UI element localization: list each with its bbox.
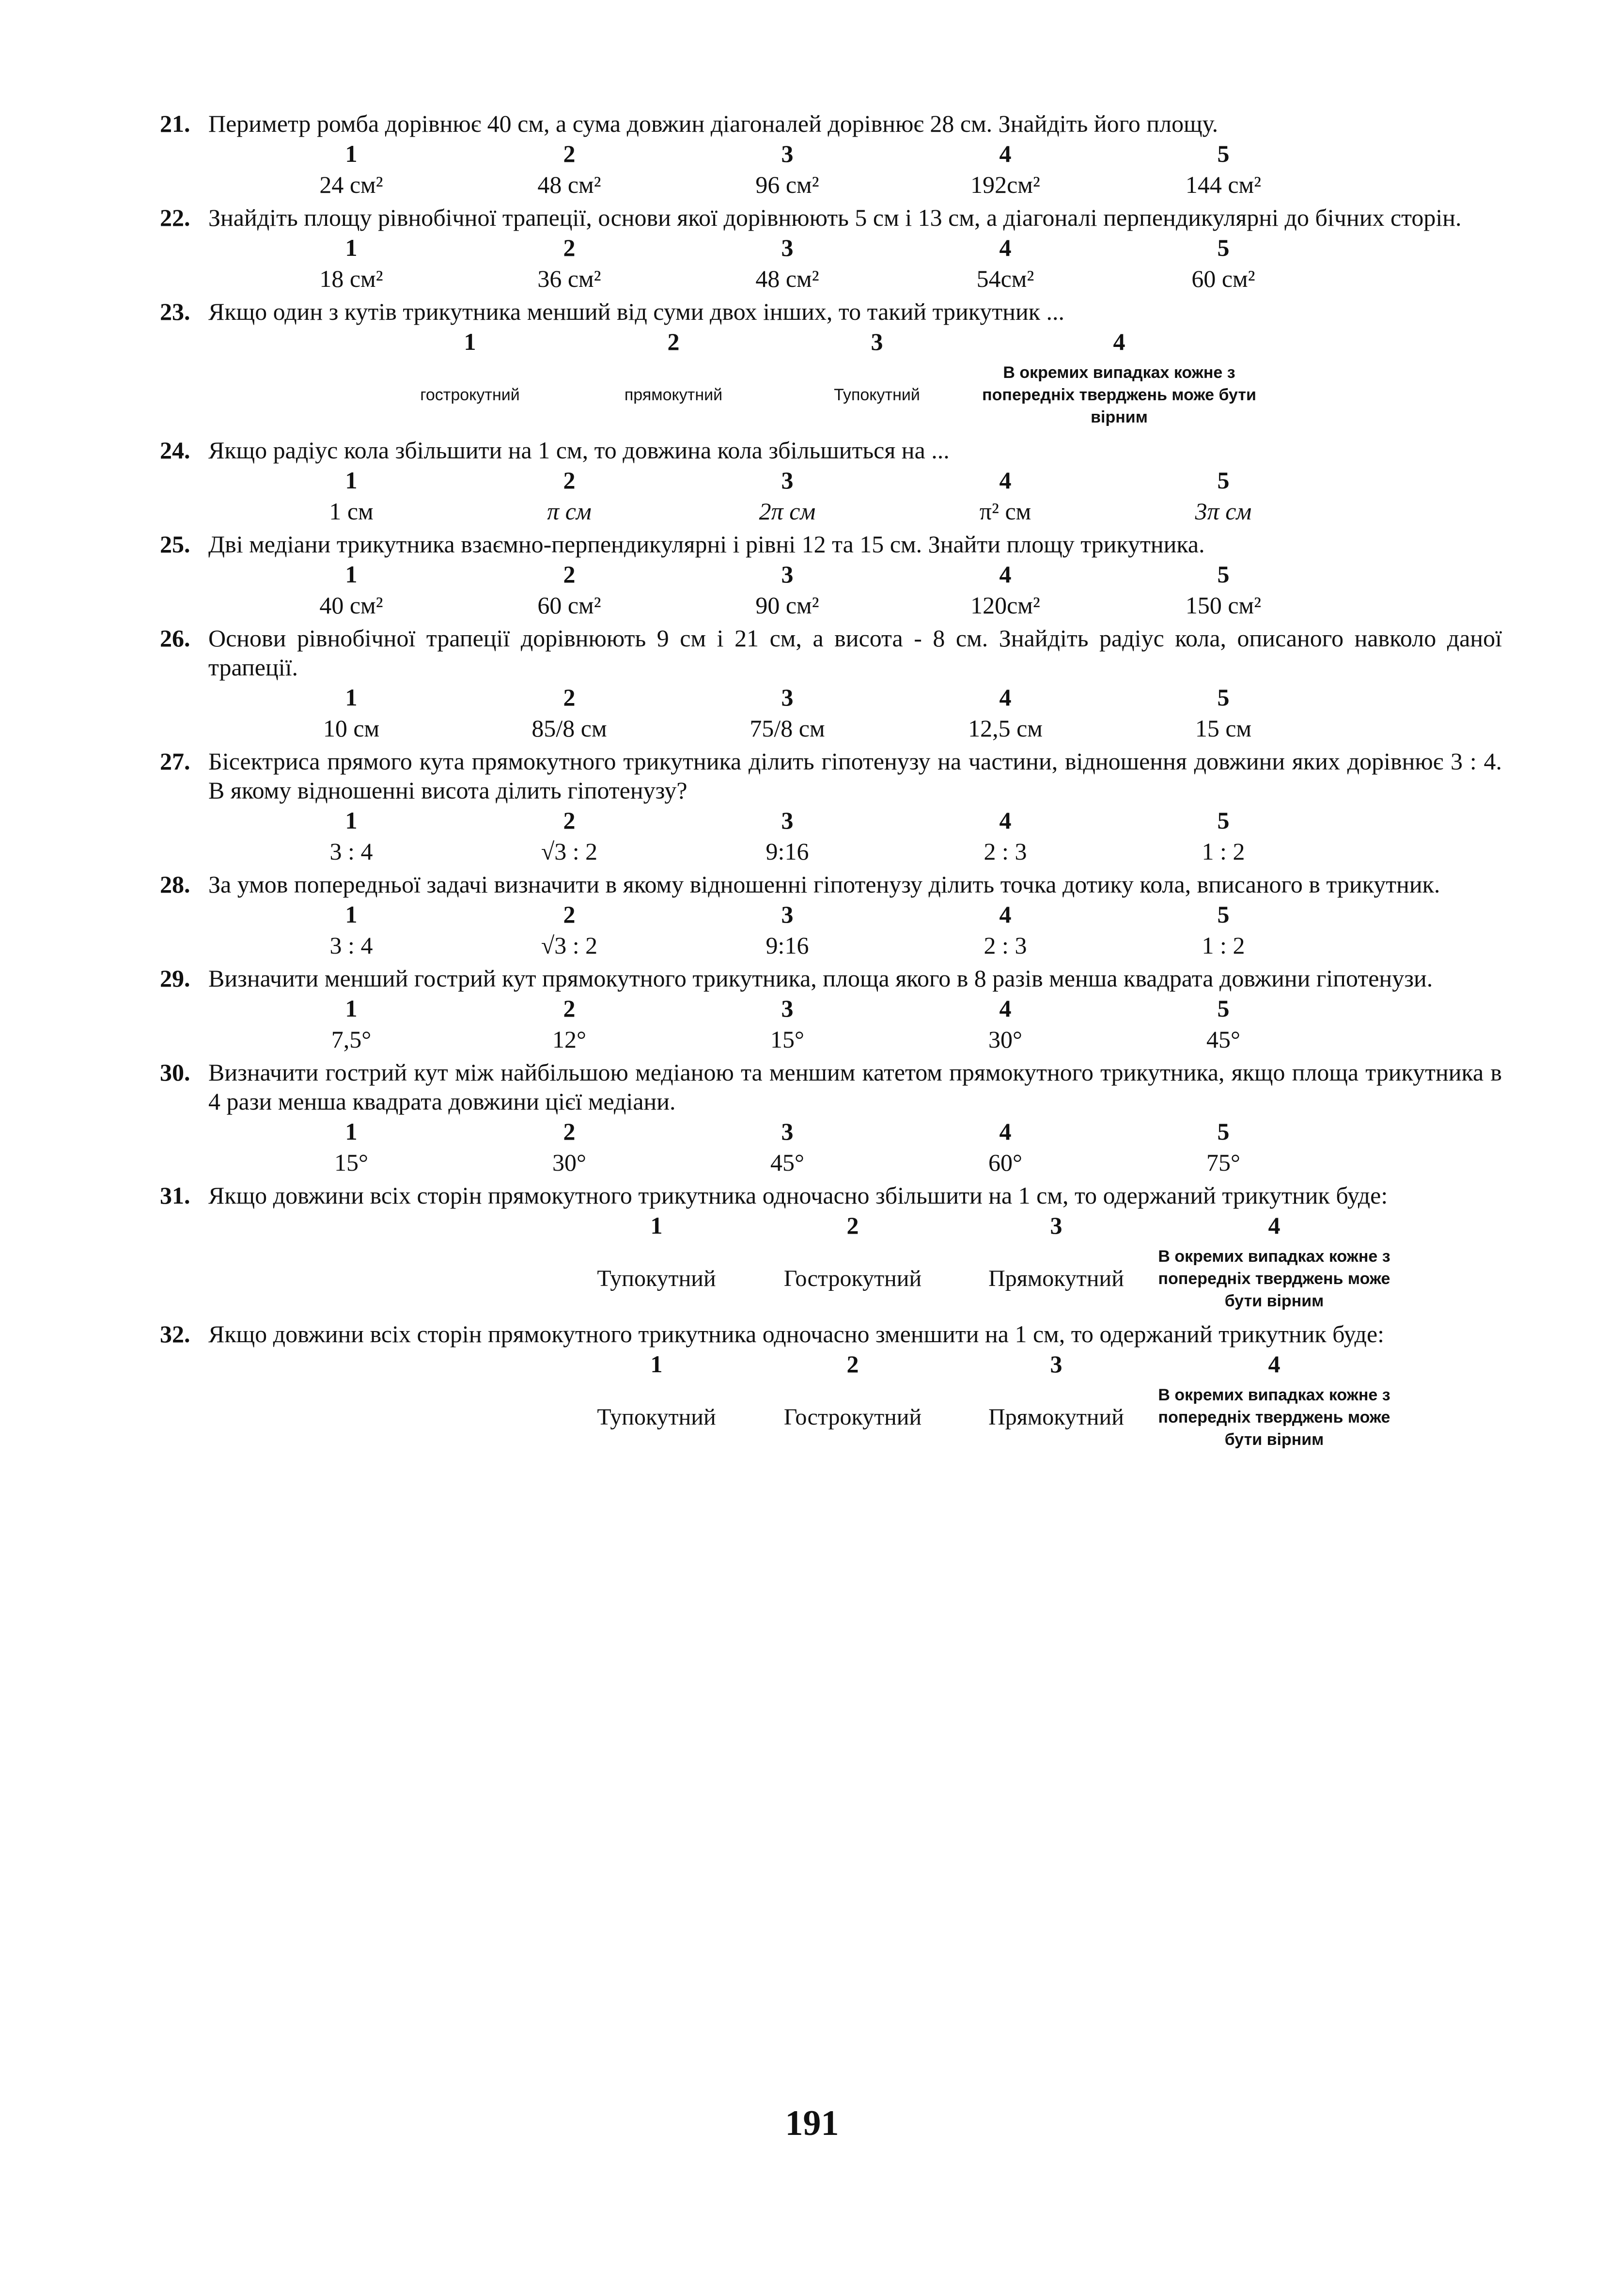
option-value: В окремих випадках кожне з попередніх тверджень може бути вірним [1158, 1247, 1390, 1310]
option-number: 3 [781, 561, 794, 588]
option-number: 5 [1217, 234, 1230, 261]
option-value: 60 см² [1191, 265, 1255, 292]
answer-options [562, 1210, 1390, 1317]
option-value: 150 см² [1185, 592, 1262, 619]
question-28 [160, 870, 1502, 961]
option-number: 1 [345, 1118, 358, 1145]
option-value: 12° [552, 1026, 586, 1053]
option-value: 3 : 4 [329, 932, 373, 959]
question-number: 30. [160, 1059, 190, 1086]
question-31 [160, 1181, 1502, 1317]
option-number: 4 [999, 995, 1012, 1022]
option-number: 5 [1217, 684, 1230, 711]
question-number: 21. [160, 110, 190, 137]
question-text: Якщо довжини всіх сторін прямокутного трикутника одночасно зменшити на 1 см, то одержаний трикутник буде: [208, 1320, 1385, 1348]
option-value: 1 см [329, 498, 374, 525]
option-value: 144 см² [1185, 171, 1262, 198]
option-value: В окремих випадках кожне з попередніх тверджень може бути вірним [982, 363, 1256, 426]
option-value: 54см² [976, 265, 1034, 292]
option-value: 10 см [323, 715, 380, 742]
answer-options [242, 559, 1332, 621]
option-value: 24 см² [319, 171, 383, 198]
option-value: π² см [979, 498, 1031, 525]
option-value: Тупокутний [834, 386, 920, 404]
option-number: 2 [563, 807, 576, 834]
option-value: 96 см² [755, 171, 819, 198]
question-23 [160, 297, 1502, 433]
option-value: 30° [552, 1149, 586, 1176]
question-number: 25. [160, 531, 190, 558]
option-value: гострокутний [420, 386, 520, 404]
option-number: 3 [781, 1118, 794, 1145]
option-number: 1 [345, 561, 358, 588]
option-number: 2 [846, 1350, 859, 1378]
answer-options [242, 232, 1332, 294]
question-text: Визначити менший гострий кут прямокутного трикутника, площа якого в 8 разів менша квадрата довжини гіпотенузи. [208, 965, 1433, 992]
option-number: 2 [563, 684, 576, 711]
option-number: 1 [464, 328, 476, 355]
question-text: Бісектриса прямого кута прямокутного трикутника ділить гіпотенузу на частини, відношення довжини яких дорівнює 3 : 4. В якому відношенні висота ділить гіпотенузу? [208, 748, 1502, 804]
option-value: прямокутний [624, 386, 723, 404]
option-number: 2 [563, 901, 576, 928]
question-text: Якщо один з кутів трикутника менший від суми двох інших, то такий трикутник ... [208, 298, 1065, 325]
option-number: 2 [563, 234, 576, 261]
option-number: 3 [781, 901, 794, 928]
option-value: Прямокутний [988, 1266, 1124, 1291]
option-number: 2 [563, 1118, 576, 1145]
option-value: 15° [334, 1149, 368, 1176]
question-text: За умов попередньої задачі визначити в якому відношенні гіпотенузу ділить точка дотику кола, вписаного в трикутник. [208, 871, 1440, 898]
option-value: 2π см [759, 498, 816, 525]
question-number: 23. [160, 298, 190, 325]
option-value: 48 см² [537, 171, 601, 198]
option-number: 4 [1113, 328, 1125, 355]
answer-options [242, 1116, 1332, 1178]
answer-options [242, 465, 1332, 527]
option-value: В окремих випадках кожне з попередніх тверджень може бути вірним [1158, 1386, 1390, 1449]
answer-options [242, 805, 1332, 867]
option-number: 3 [871, 328, 883, 355]
question-24 [160, 436, 1502, 527]
answer-options [242, 682, 1332, 744]
option-value: Гострокутний [783, 1404, 922, 1430]
answer-options [242, 899, 1332, 961]
question-number: 32. [160, 1320, 190, 1348]
option-number: 3 [1050, 1350, 1062, 1378]
question-text: Знайдіть площу рівнобічної трапеції, основи якої дорівнюють 5 см і 13 см, а діагоналі перпендикулярні до бічних сторін. [208, 204, 1462, 231]
option-number: 5 [1217, 140, 1230, 167]
option-value: 3 : 4 [329, 838, 373, 865]
option-number: 3 [781, 467, 794, 494]
option-number: 5 [1217, 807, 1230, 834]
question-text: Якщо радіус кола збільшити на 1 см, то довжина кола збільшиться на ... [208, 437, 950, 464]
option-number: 2 [846, 1212, 859, 1239]
option-number: 3 [781, 684, 794, 711]
option-value: √3 : 2 [541, 838, 598, 865]
page-number: 191 [785, 2103, 839, 2143]
option-value: 2 : 3 [984, 838, 1027, 865]
question-number: 26. [160, 625, 190, 652]
question-text: Основи рівнобічної трапеції дорівнюють 9 см і 21 см, а висота - 8 см. Знайдіть радіус кола, описаного навколо даної трапеції. [208, 625, 1502, 681]
question-number: 24. [160, 437, 190, 464]
option-number: 2 [563, 140, 576, 167]
option-number: 3 [781, 140, 794, 167]
option-value: 9:16 [765, 932, 809, 959]
option-value: 3π см [1195, 498, 1252, 525]
question-22 [160, 203, 1502, 294]
option-number: 5 [1217, 901, 1230, 928]
option-number: 4 [999, 1118, 1012, 1145]
question-number: 22. [160, 204, 190, 231]
question-26 [160, 624, 1502, 744]
option-value: 15 см [1195, 715, 1252, 742]
question-number: 29. [160, 965, 190, 992]
option-number: 1 [650, 1212, 663, 1239]
option-number: 5 [1217, 467, 1230, 494]
option-number: 1 [345, 140, 358, 167]
question-25 [160, 530, 1502, 621]
option-value: 18 см² [319, 265, 383, 292]
option-number: 3 [781, 807, 794, 834]
question-32 [160, 1319, 1502, 1455]
answer-options [242, 993, 1332, 1055]
option-number: 4 [1268, 1350, 1280, 1378]
option-value: 90 см² [755, 592, 819, 619]
option-value: 45° [1206, 1026, 1240, 1053]
option-number: 1 [345, 234, 358, 261]
option-number: 3 [781, 995, 794, 1022]
option-value: 1 : 2 [1202, 932, 1245, 959]
question-number: 28. [160, 871, 190, 898]
question-text: Якщо довжини всіх сторін прямокутного трикутника одночасно збільшити на 1 см, то одержаний трикутник буде: [208, 1182, 1388, 1209]
option-value: 1 : 2 [1202, 838, 1245, 865]
page-content [160, 109, 1502, 1458]
option-number: 4 [999, 684, 1012, 711]
question-number: 27. [160, 748, 190, 775]
question-text: Периметр ромба дорівнює 40 см, а сума довжин діагоналей дорівнює 28 см. Знайдіть його площу. [208, 110, 1218, 137]
option-value: 36 см² [537, 265, 601, 292]
option-number: 2 [563, 561, 576, 588]
question-text: Дві медіани трикутника взаємно-перпендикулярні і рівні 12 та 15 см. Знайти площу трикутника. [208, 531, 1205, 558]
option-number: 3 [1050, 1212, 1062, 1239]
question-text: Визначити гострий кут між найбільшою медіаною та меншим катетом прямокутного трикутника, якщо площа трикутника в 4 рази менша квадрата довжини цієї медіани. [208, 1059, 1502, 1115]
option-number: 5 [1217, 995, 1230, 1022]
question-30 [160, 1058, 1502, 1178]
answer-options [368, 326, 1260, 433]
option-number: 2 [667, 328, 680, 355]
question-27 [160, 747, 1502, 867]
option-value: Прямокутний [988, 1404, 1124, 1430]
option-value: √3 : 2 [541, 932, 598, 959]
option-value: 192см² [970, 171, 1040, 198]
option-number: 4 [999, 901, 1012, 928]
question-21 [160, 109, 1502, 200]
option-number: 1 [345, 807, 358, 834]
option-number: 4 [999, 561, 1012, 588]
option-number: 1 [345, 901, 358, 928]
option-number: 4 [999, 807, 1012, 834]
option-number: 1 [345, 995, 358, 1022]
option-value: 9:16 [765, 838, 809, 865]
option-number: 1 [650, 1350, 663, 1378]
option-value: 85/8 см [531, 715, 607, 742]
option-number: 4 [1268, 1212, 1280, 1239]
question-number: 31. [160, 1182, 190, 1209]
option-number: 1 [345, 467, 358, 494]
option-number: 4 [999, 140, 1012, 167]
option-number: 1 [345, 684, 358, 711]
option-value: 120см² [970, 592, 1040, 619]
option-value: Гострокутний [783, 1266, 922, 1291]
option-number: 4 [999, 467, 1012, 494]
option-value: 30° [988, 1026, 1022, 1053]
option-value: 7,5° [331, 1026, 372, 1053]
option-value: 75/8 см [750, 715, 825, 742]
option-number: 2 [563, 467, 576, 494]
option-value: 60 см² [537, 592, 601, 619]
answer-options [242, 138, 1332, 200]
option-number: 4 [999, 234, 1012, 261]
option-value: Тупокутний [597, 1266, 716, 1291]
option-number: 5 [1217, 1118, 1230, 1145]
option-value: 45° [770, 1149, 804, 1176]
option-value: 48 см² [755, 265, 819, 292]
option-number: 3 [781, 234, 794, 261]
option-value: 15° [770, 1026, 804, 1053]
option-value: 40 см² [319, 592, 383, 619]
option-value: 75° [1206, 1149, 1240, 1176]
option-value: 12,5 см [968, 715, 1043, 742]
question-29 [160, 964, 1502, 1055]
option-value: 2 : 3 [984, 932, 1027, 959]
option-number: 2 [563, 995, 576, 1022]
option-value: π см [547, 498, 592, 525]
option-number: 5 [1217, 561, 1230, 588]
option-value: Тупокутний [597, 1404, 716, 1430]
option-value: 60° [988, 1149, 1022, 1176]
answer-options [562, 1348, 1390, 1455]
